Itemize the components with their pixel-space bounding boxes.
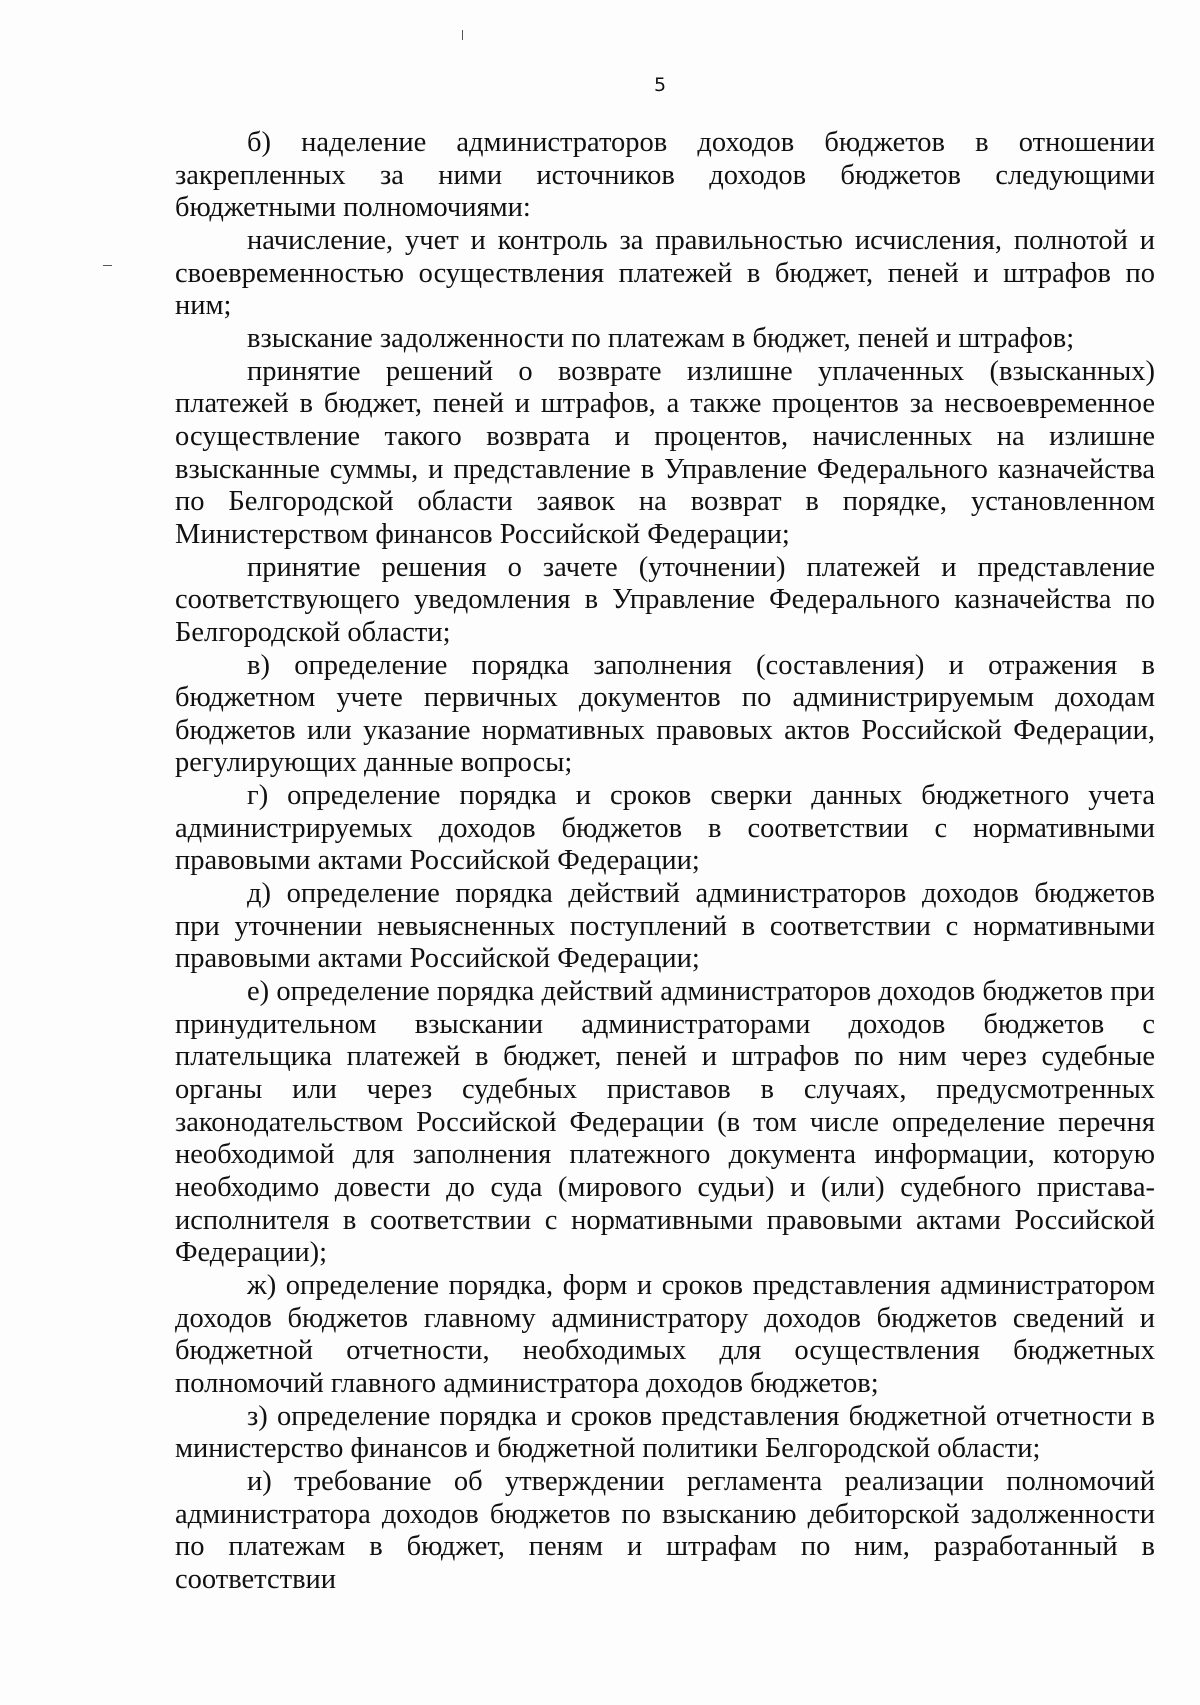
paragraph-z: з) определение порядка и сроков представления бюджетной отчетности в министерство финансов и бюджетной политики Белгородской области; [175,1400,1155,1465]
paragraph-b: б) наделение администраторов доходов бюджетов в отношении закрепленных за ними источников доходов бюджетов следующими бюджетными полномочиями: [175,127,1155,224]
document-body [175,127,1155,1597]
paragraph-refund-decisions: принятие решений о возврате излишне уплаченных (взысканных) платежей в бюджет, пеней и штрафов, а также процентов за несвоевременное осуществление такого возврата и процентов, начисленных на излишне взысканные суммы, и представление в Управление Федерального казначейства по Белгородской области заявок на возврат в порядке, установленном Министерством финансов Российской Федерации; [175,355,1155,550]
paragraph-g: г) определение порядка и сроков сверки данных бюджетного учета администрируемых доходов бюджетов в соответствии с нормативными правовыми актами Российской Федерации; [175,780,1155,877]
paragraph-e: е) определение порядка действий администраторов доходов бюджетов при принудительном взыскании администраторами доходов бюджетов с плательщика платежей в бюджет, пеней и штрафов по ним через судебные органы или через судебных приставов в случаях, предусмотренных законодательством Российской Федерации (в том числе определение перечня необходимой для заполнения платежного документа информации, которую необходимо довести до суда (мирового судьи) и (или) судебного пристава-исполнителя в соответствии с нормативными правовыми актами Российской Федерации); [175,976,1155,1269]
paragraph-i: и) требование об утверждении регламента реализации полномочий администратора доходов бюджетов по взысканию дебиторской задолженности по платежам в бюджет, пеням и штрафам по ним, разработанный в соответствии [175,1465,1155,1595]
paragraph-accrual: начисление, учет и контроль за правильностью исчисления, полнотой и своевременностью осуществления платежей в бюджет, пеней и штрафов по ним; [175,224,1155,322]
paragraph-offset-decision: принятие решения о зачете (уточнении) платежей и представление соответствующего уведомления в Управление Федерального казначейства по Белгородской области; [175,551,1155,648]
paragraph-debt-collection: взыскание задолженности по платежам в бюджет, пеней и штрафов; [247,322,1075,354]
scan-mark [103,265,112,266]
paragraph-zh: ж) определение порядка, форм и сроков представления администратором доходов бюджетов главному администратору доходов бюджетов сведений и бюджетной отчетности, необходимых для осуществления бюджетных полномочий главного администратора доходов бюджетов; [175,1269,1155,1399]
paragraph-v: в) определение порядка заполнения (составления) и отражения в бюджетном учете первичных документов по администрируемым доходам бюджетов или указание нормативных правовых актов Российской Федерации, регулирующих данные вопросы; [175,649,1155,779]
paragraph-d: д) определение порядка действий администраторов доходов бюджетов при уточнении невыясненных поступлений в соответствии с нормативными правовыми актами Российской Федерации; [175,878,1155,975]
page-number: 5 [653,74,667,96]
scan-mark [462,30,463,40]
